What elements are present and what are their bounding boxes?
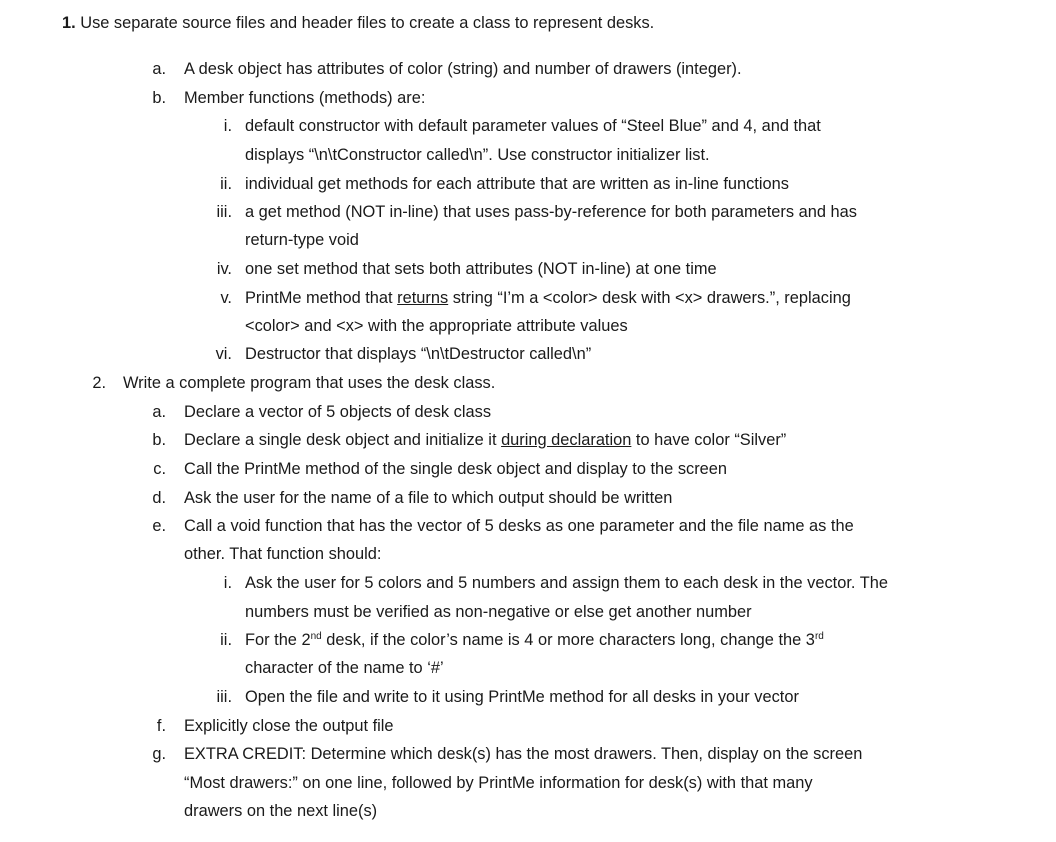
item-2c-marker: c. — [153, 460, 166, 478]
item-2g-line1: EXTRA CREDIT: Determine which desk(s) has the most drawers. Then, display on the screen — [184, 745, 863, 763]
item-2f-text: Explicitly close the output file — [184, 717, 394, 735]
item-2e-line2: other. That function should: — [184, 545, 382, 563]
item-2g-line3: drawers on the next line(s) — [184, 802, 378, 820]
item-2b-text — [184, 430, 786, 450]
item-2e-ii-line1 — [245, 630, 824, 650]
item-2g-marker: g. — [152, 745, 166, 763]
item-2b-marker: b. — [152, 431, 166, 449]
item-2e-line1: Call a void function that has the vector of 5 desks as one parameter and the file name as the — [184, 517, 854, 535]
item-2d-text: Ask the user for the name of a file to which output should be written — [184, 489, 673, 507]
item-1b-v-line1 — [245, 288, 851, 308]
item-1b-v-line2: <color> and <x> with the appropriate attribute values — [245, 317, 628, 335]
item-1b-iii-line2: return-type void — [245, 231, 359, 249]
item-1b-ii-line1: individual get methods for each attribute that are written as in-line functions — [245, 175, 789, 193]
item-1a-text: A desk object has attributes of color (string) and number of drawers (integer). — [184, 60, 742, 78]
question-1-number: 1. — [62, 14, 76, 32]
item-2e-i-marker: i. — [223, 574, 232, 592]
question-1-text: Use separate source files and header files to create a class to represent desks. — [80, 14, 655, 32]
item-1b-ii-marker: ii. — [220, 175, 232, 193]
item-2e-iii-line1: Open the file and write to it using PrintMe method for all desks in your vector — [245, 688, 799, 706]
question-1 — [62, 13, 654, 33]
item-2g-line2: “Most drawers:” on one line, followed by PrintMe information for desk(s) with that many — [184, 774, 813, 792]
item-1b-v-text-pre: PrintMe method that — [245, 289, 398, 307]
item-1b-vi-marker: vi. — [215, 345, 232, 363]
item-2a-text: Declare a vector of 5 objects of desk class — [184, 403, 492, 421]
item-1b-i-line1: default constructor with default parameter values of “Steel Blue” and 4, and that — [245, 117, 821, 135]
item-1b-vi-line1: Destructor that displays “\n\tDestructor called\n” — [245, 345, 592, 363]
item-2e-ii-sup-1: nd — [310, 631, 322, 642]
item-1b-text: Member functions (methods) are: — [184, 89, 426, 107]
item-1b-marker: b. — [152, 89, 166, 107]
item-2e-i-line2: numbers must be verified as non-negative or else get another number — [245, 603, 752, 621]
item-2e-marker: e. — [152, 517, 166, 535]
item-2e-ii-sup-2: rd — [814, 631, 824, 642]
item-2e-i-line1: Ask the user for 5 colors and 5 numbers and assign them to each desk in the vector. The — [245, 574, 888, 592]
item-2f-marker: f. — [156, 717, 166, 735]
item-2e-ii-marker: ii. — [220, 631, 232, 649]
item-1b-iii-line1: a get method (NOT in-line) that uses pass-by-reference for both parameters and has — [245, 203, 857, 221]
item-1b-iv-line1: one set method that sets both attributes (NOT in-line) at one time — [245, 260, 717, 278]
item-1b-v-text-post: string “I’m a <color> desk with <x> drawers.”, replacing — [448, 289, 851, 307]
item-2b-text-post: to have color “Silver” — [631, 431, 787, 449]
item-2b-text-pre: Declare a single desk object and initialize it — [184, 431, 502, 449]
item-2d-marker: d. — [152, 489, 166, 507]
question-2-number: 2. — [92, 374, 106, 392]
item-1b-i-line2: displays “\n\tConstructor called\n”. Use constructor initializer list. — [245, 146, 710, 164]
item-2e-ii-text-2: desk, if the color’s name is 4 or more characters long, change the 3 — [321, 631, 815, 649]
item-2e-iii-marker: iii. — [216, 688, 232, 706]
item-1b-v-marker: v. — [220, 289, 232, 307]
item-2c-text: Call the PrintMe method of the single desk object and display to the screen — [184, 460, 728, 478]
item-2a-marker: a. — [152, 403, 166, 421]
item-1b-i-marker: i. — [223, 117, 232, 135]
item-1a-marker: a. — [152, 60, 166, 78]
item-1b-iii-marker: iii. — [216, 203, 232, 221]
item-2b-underlined: during declaration — [501, 431, 632, 449]
question-2-text: Write a complete program that uses the desk class. — [123, 374, 496, 392]
item-1b-v-underlined: returns — [397, 289, 449, 307]
item-2e-ii-text-1: For the 2 — [245, 631, 311, 649]
item-2e-ii-line2: character of the name to ‘#’ — [245, 659, 444, 677]
item-1b-iv-marker: iv. — [216, 260, 232, 278]
